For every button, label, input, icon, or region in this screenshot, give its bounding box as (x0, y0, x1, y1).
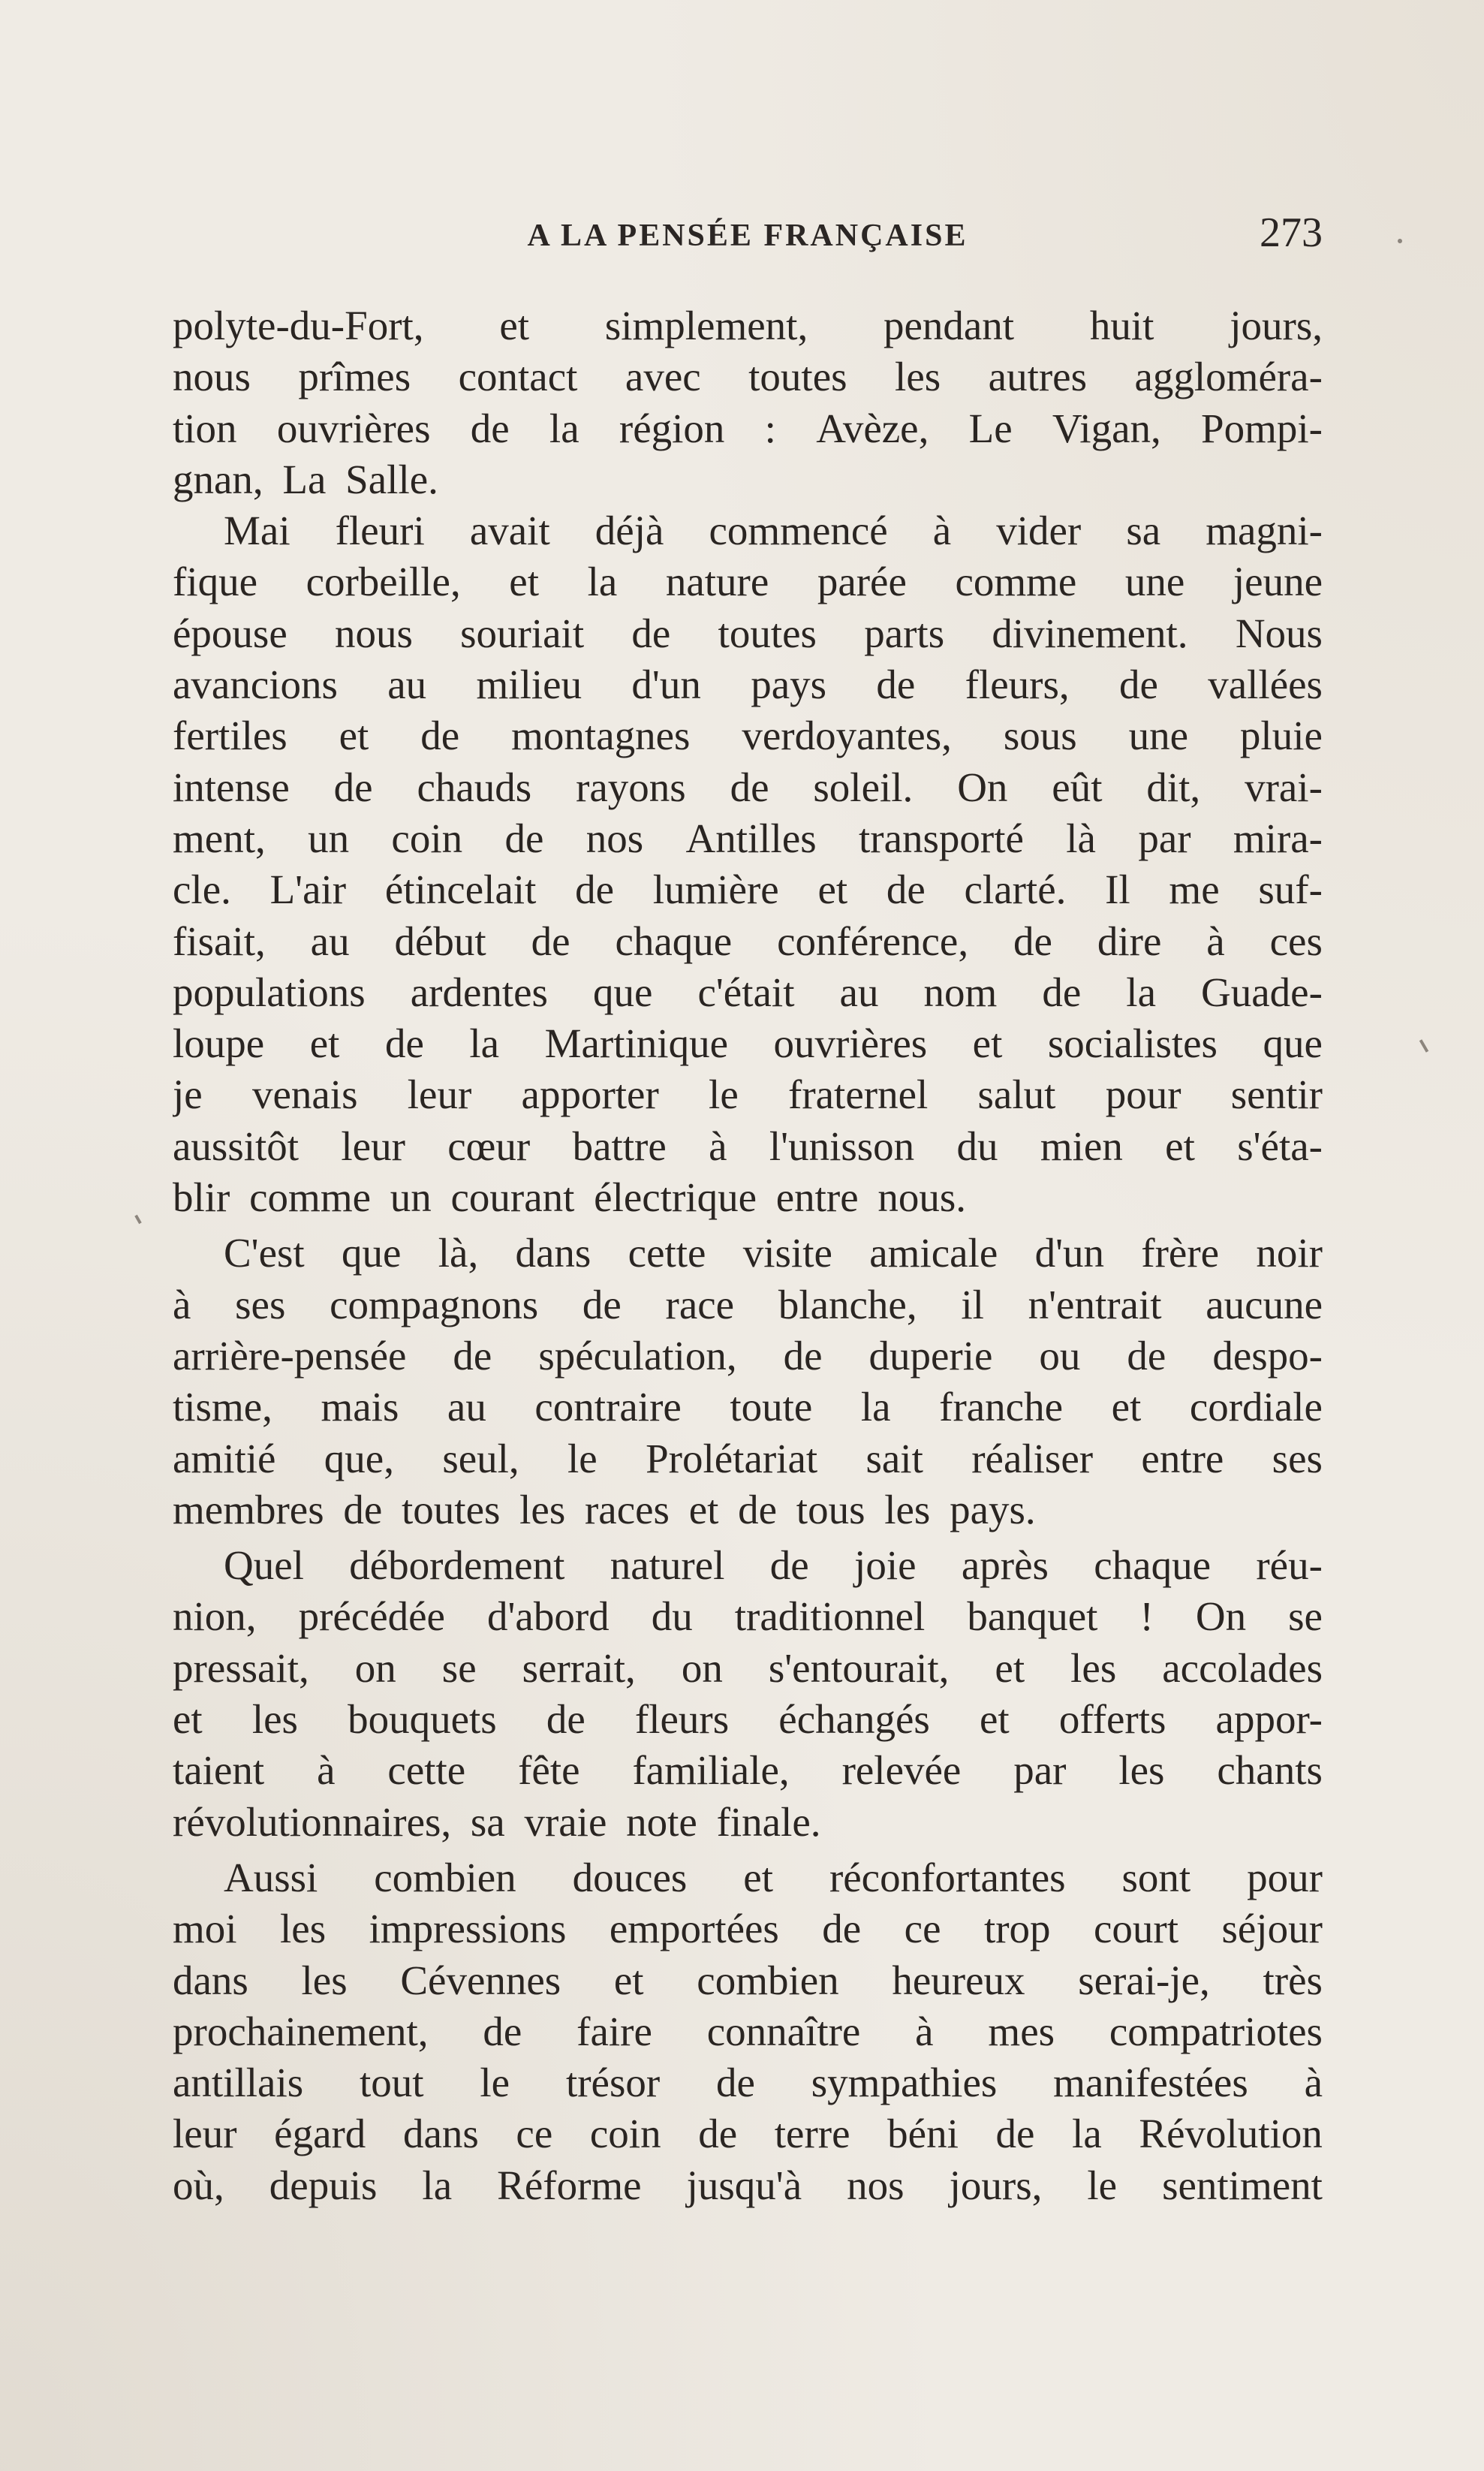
stray-mark (1419, 1039, 1428, 1053)
text-line: populations ardentes que c'était au nom de la Guade- (173, 969, 1323, 1015)
paragraph-1 (173, 300, 1323, 505)
text-line: Aussi combien douces et réconfortantes sont pour (224, 1854, 1323, 1900)
text-line: taient à cette fête familiale, relevée par les chants (173, 1747, 1323, 1794)
text-line: fique corbeille, et la nature parée comme une jeune (173, 559, 1323, 605)
text-line: épouse nous souriait de toutes parts divinement. Nous (173, 610, 1323, 656)
text-line: gnan, La Salle. (173, 456, 438, 502)
stray-mark (1397, 238, 1403, 244)
text-line: à ses compagnons de race blanche, il n'entrait aucune (173, 1281, 1323, 1327)
text-line: leur égard dans ce coin de terre béni de la Révolution (173, 2111, 1323, 2157)
text-line: prochainement, de faire connaître à mes compatriotes (173, 2008, 1323, 2054)
text-line: nion, précédée d'abord du traditionnel banquet ! On se (173, 1593, 1323, 1640)
body-text (173, 300, 1323, 2211)
stray-mark (134, 1215, 141, 1224)
paragraph-5 (173, 1852, 1323, 2211)
text-line: polyte-du-Fort, et simplement, pendant huit jours, (173, 303, 1323, 348)
text-line: Quel débordement naturel de joie après chaque réu- (224, 1542, 1323, 1589)
text-line: loupe et de la Martinique ouvrières et socialistes que (173, 1020, 1323, 1067)
running-title: A LA PENSÉE FRANÇAISE (527, 218, 968, 253)
paragraph-2 (173, 505, 1323, 1223)
text-line: aussitôt leur cœur battre à l'unisson du mien et s'éta- (173, 1122, 1323, 1169)
text-line: fertiles et de montagnes verdoyantes, sous une pluie (173, 713, 1323, 759)
text-line: tion ouvrières de la région : Avèze, Le Vigan, Pompi- (173, 405, 1323, 451)
text-line: intense de chauds rayons de soleil. On eût dit, vrai- (173, 764, 1323, 810)
text-line: et les bouquets de fleurs échangés et offerts appor- (173, 1696, 1323, 1743)
text-line: cle. L'air étincelait de lumière et de clarté. Il me suf- (173, 866, 1323, 913)
text-line: révolutionnaires, sa vraie note finale. (173, 1798, 821, 1845)
text-line: moi les impressions emportées de ce trop court séjour (173, 1906, 1323, 1952)
text-line: pressait, on se serrait, on s'entourait, et les accolades (173, 1644, 1323, 1691)
text-line: arrière-pensée de spéculation, de duperie ou de despo- (173, 1332, 1323, 1379)
text-line: Mai fleuri avait déjà commencé à vider sa magni- (224, 508, 1323, 554)
paragraph-4 (173, 1540, 1323, 1848)
text-line: nous prîmes contact avec toutes les autres aggloméra- (173, 354, 1323, 400)
page-number: 273 (1260, 209, 1323, 256)
text-line: blir comme un courant électrique entre nous. (173, 1174, 967, 1221)
text-line: je venais leur apporter le fraternel salut pour sentir (173, 1071, 1323, 1118)
text-line: antillais tout le trésor de sympathies manifestées à (173, 2060, 1323, 2106)
text-line: fisait, au début de chaque conférence, de dire à ces (173, 918, 1323, 964)
running-head (173, 204, 1323, 264)
paragraph-3 (173, 1228, 1323, 1535)
text-line: avancions au milieu d'un pays de fleurs, de vallées (173, 661, 1323, 708)
text-line: amitié que, seul, le Prolétariat sait réaliser entre ses (173, 1435, 1323, 1481)
text-line: dans les Cévennes et combien heureux serai-je, très (173, 1957, 1323, 2003)
text-line: C'est que là, dans cette visite amicale d'un frère noir (224, 1230, 1323, 1276)
text-line: ment, un coin de nos Antilles transporté là par mira- (173, 815, 1323, 861)
text-line: où, depuis la Réforme jusqu'à nos jours, le sentiment (173, 2162, 1323, 2208)
text-line: tisme, mais au contraire toute la franche et cordiale (173, 1384, 1323, 1430)
text-line: membres de toutes les races et de tous les pays. (173, 1486, 1036, 1532)
